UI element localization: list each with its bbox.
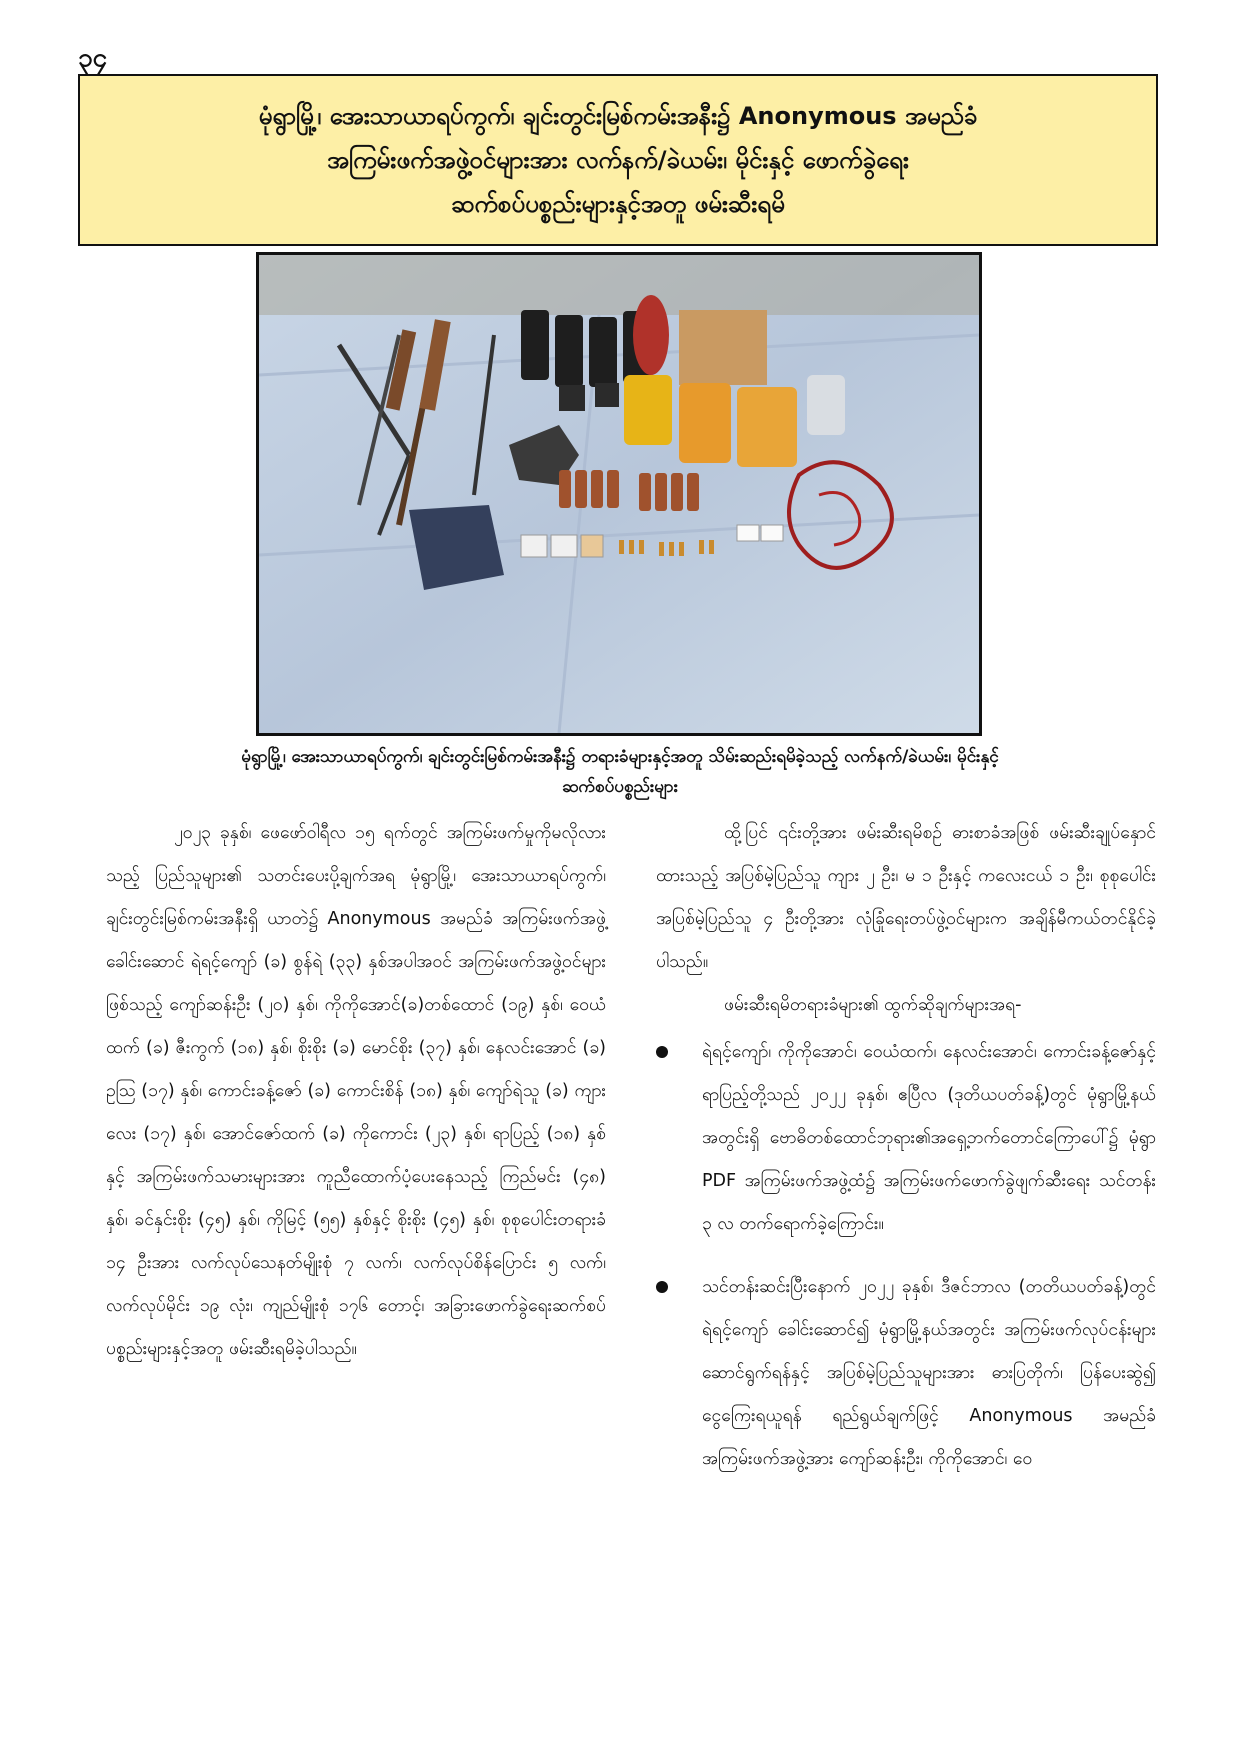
left-column bbox=[106, 812, 606, 1371]
bullet-icon bbox=[656, 1281, 668, 1293]
caption-line-1: မုံရွာမြို့၊ အေးသာယာရပ်ကွက်၊ ချင်းတွင်းမြစ်ကမ်းအနီး၌ တရားခံများနှင့်အတူ သိမ်းဆည်းရမိခဲ့သည့် လက်နက်/ခဲယမ်း၊ မိုင်းနှင့် bbox=[241, 747, 999, 767]
headline-line-3: ဆက်စပ်ပစ္စည်းများနှင့်အတူ ဖမ်းဆီးရမိ bbox=[451, 190, 785, 218]
wire-spool bbox=[633, 295, 669, 375]
list-item-text: သင်တန်းဆင်းပြီးနောက် ၂၀၂၂ ခုနှစ်၊ ဒီဇင်ဘာလ (တတိယပတ်ခန့်)တွင် ရဲရင့်ကျော် ခေါင်းဆောင်၍ မုံရွာမြို့နယ်အတွင်း အကြမ်းဖက်လုပ်ငန်းများ ဆောင်ရွက်ရန်နှင့် အပြစ်မဲ့ပြည်သူများအား ဓားပြတိုက်၊ ပြန်ပေးဆွဲ၍ ငွေကြေးရယူရန် ရည်ရွယ်ချက်ဖြင့် Anonymous အမည်ခံ အကြမ်းဖက်အဖွဲ့အား ကျော်ဆန်းဦး၊ ကိုကိုအောင်၊ ဝေ bbox=[702, 1277, 1156, 1469]
container-orange-2 bbox=[737, 387, 797, 467]
page-number: ၃၄ bbox=[78, 43, 108, 73]
photo-caption bbox=[110, 742, 1130, 802]
headline-line-1: မုံရွာမြို့၊ အေးသာယာရပ်ကွက်၊ ချင်းတွင်းမြစ်ကမ်းအနီး၌ Anonymous အမည်ခံ bbox=[258, 102, 978, 130]
headline-line-2: အကြမ်းဖက်အဖွဲ့ဝင်များအား လက်နက်/ခဲယမ်း၊ မိုင်းနှင့် ဖောက်ခွဲရေး bbox=[327, 146, 909, 174]
photo-illustration bbox=[259, 255, 979, 733]
camo-bag bbox=[409, 505, 504, 590]
bullet-icon bbox=[656, 1046, 668, 1058]
right-paragraph: ထို့ပြင် ၎င်းတို့အား ဖမ်းဆီးရမိစဉ် ဓားစာခံအဖြစ် ဖမ်းဆီးချုပ်နှောင်ထားသည့် အပြစ်မဲ့ပြည်သူ ကျား ၂ ဦး၊ မ ၁ ဦးနှင့် ကလေးငယ် ၁ ဦး၊ စုစုပေါင်းအပြစ်မဲ့ပြည်သူ ၄ ဦးတို့အား လုံခြုံရေးတပ်ဖွဲ့ဝင်များက အချိန်မီကယ်တင်နိုင်ခဲ့ပါသည်။ bbox=[656, 823, 1156, 972]
findings-list bbox=[656, 1031, 1156, 1481]
list-item bbox=[656, 1031, 1156, 1246]
list-item-text: ရဲရင့်ကျော်၊ ကိုကိုအောင်၊ ဝေယံထက်၊ နေလင်းအောင်၊ ကောင်းခန့်ဇော်နှင့် ရာပြည့်တို့သည် ၂၀၂၂ ခုနှစ်၊ ဧပြီလ (ဒုတိယပတ်ခန့်)တွင် မုံရွာမြို့နယ်အတွင်းရှိ ဗောဓိတစ်ထောင်ဘုရား၏အရှေ့ဘက်တောင်ကြောပေါ်၌ မုံရွာ PDF အကြမ်းဖက်အဖွဲ့ထံ၌ အကြမ်းဖက်ဖောက်ခွဲဖျက်ဆီးရေး သင်တန်း ၃ လ တက်ရောက်ခဲ့ကြောင်း။ bbox=[702, 1042, 1156, 1234]
container-orange-1 bbox=[679, 383, 731, 463]
jerrycan bbox=[624, 375, 672, 445]
caption-line-2: ဆက်စပ်ပစ္စည်းများ bbox=[561, 777, 679, 797]
right-column bbox=[656, 812, 1156, 1501]
findings-intro: ဖမ်းဆီးရမိတရားခံများ၏ ထွက်ဆိုချက်များအရ- bbox=[724, 995, 1022, 1015]
container-clear bbox=[807, 375, 845, 435]
seized-items-photo bbox=[256, 252, 982, 736]
headline-box bbox=[78, 74, 1158, 246]
left-paragraph: ၂၀၂၃ ခုနှစ်၊ ဖေဖော်ဝါရီလ ၁၅ ရက်တွင် အကြမ်းဖက်မှုကိုမလိုလားသည့် ပြည်သူများ၏ သတင်းပေးပို့ချက်အရ မုံရွာမြို့၊ အေးသာယာရပ်ကွက်၊ ချင်းတွင်းမြစ်ကမ်းအနီးရှိ ယာတဲ၌ Anonymous အမည်ခံ အကြမ်းဖက်အဖွဲ့ခေါင်းဆောင် ရဲရင့်ကျော် (ခ) စွန်ရဲ (၃၃) နှစ်အပါအဝင် အကြမ်းဖက်အဖွဲ့ဝင်များဖြစ်သည့် ကျော်ဆန်းဦး (၂၀) နှစ်၊ ကိုကိုအောင်(ခ)တစ်ထောင် (၁၉) နှစ်၊ ဝေယံထက် (ခ) ဇီးကွက် (၁၈) နှစ်၊ စိုးစိုး (ခ) မောင်စိုး (၃၇) နှစ်၊ နေလင်းအောင် (ခ) ဥသြ (၁၇) နှစ်၊ ကောင်းခန့်ဇော် (ခ) ကောင်းစိန် (၁၈) နှစ်၊ ကျော်ရဲသူ (ခ) ကျားလေး (၁၇) နှစ်၊ အောင်ဇော်ထက် (ခ) ကိုကောင်း (၂၃) နှစ်၊ ရာပြည့် (၁၈) နှစ်နှင့် အကြမ်းဖက်သမားများအား ကူညီထောက်ပံ့ပေးနေသည့် ကြည်မင်း (၄၈) နှစ်၊ ခင်နှင်းစိုး (၄၅) နှစ်၊ ကိုမြင့် (၅၅) နှစ်နှင့် စိုးစိုး (၄၅) နှစ်၊ စုစုပေါင်းတရားခံ ၁၄ ဦးအား လက်လုပ်သေနတ်မျိုးစုံ ၇ လက်၊ လက်လုပ်စိန်ပြောင်း ၅ လက်၊ လက်လုပ်မိုင်း ၁၉ လုံး၊ ကျည်မျိုးစုံ ၁၇၆ တောင့်၊ အခြားဖောက်ခွဲရေးဆက်စပ်ပစ္စည်းများနှင့်အတူ ဖမ်းဆီးရမိခဲ့ပါသည်။ bbox=[106, 823, 606, 1359]
list-item bbox=[656, 1266, 1156, 1481]
wooden-box bbox=[679, 310, 767, 385]
ground-strip bbox=[259, 255, 979, 315]
